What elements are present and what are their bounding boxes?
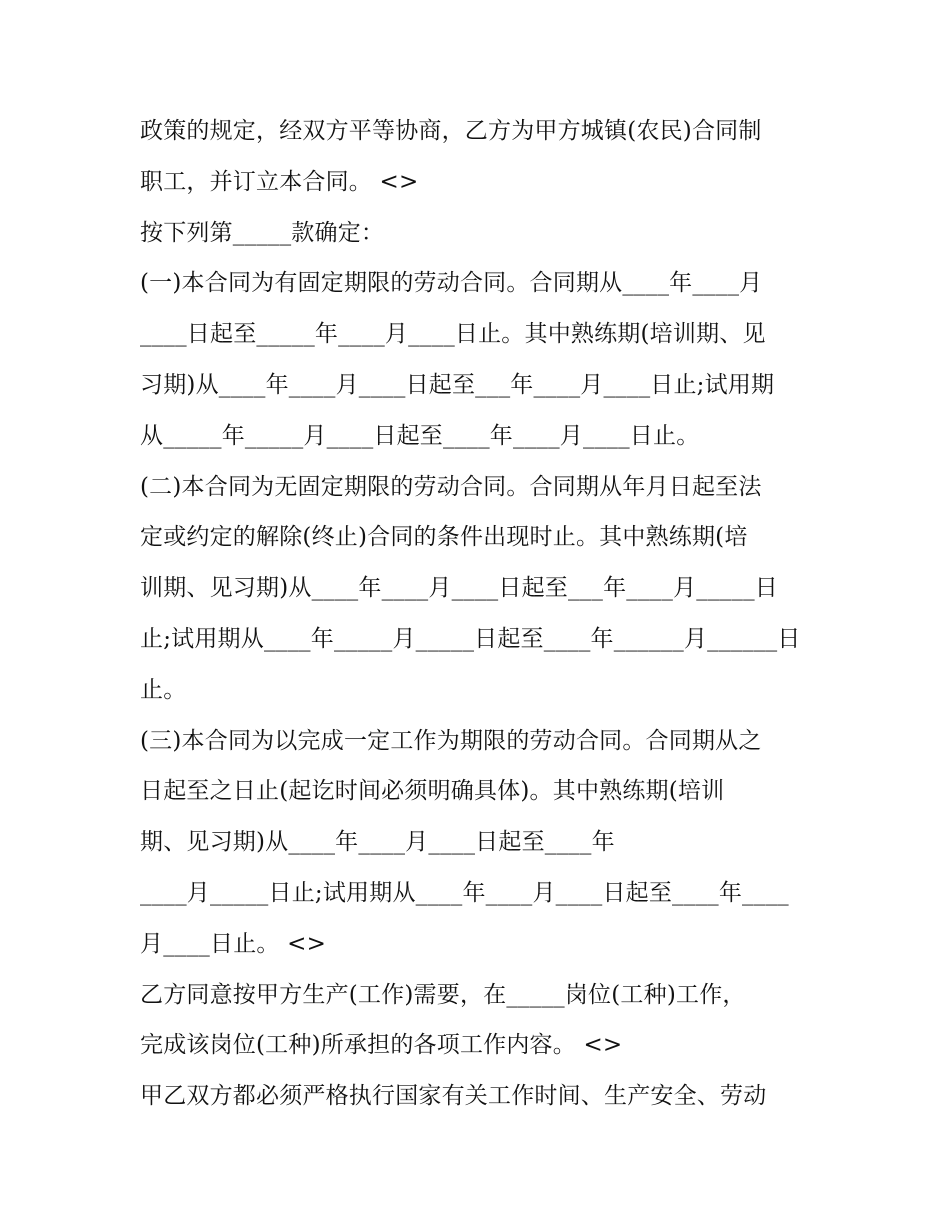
paragraph-line: 期、见习期)从____年____月____日起至____年	[140, 829, 615, 856]
paragraph-line: 定或约定的解除(终止)合同的条件出现时止。其中熟练期(培	[140, 524, 748, 551]
paragraph-line: 按下列第_____款确定：	[140, 219, 385, 246]
document-page	[140, 109, 830, 1125]
paragraph-line: 训期、见习期)从____年____月____日起至___年____月_____日	[140, 575, 778, 602]
paragraph-line: 月____日止。 <>	[140, 930, 327, 957]
paragraph-line: 止;试用期从____年_____月_____日起至____年______月______日	[140, 625, 801, 652]
paragraph-line: 甲乙双方都必须严格执行国家有关工作时间、生产安全、劳动	[140, 1083, 767, 1110]
paragraph-line: 完成该岗位(工种)所承担的各项工作内容。 <>	[140, 1032, 623, 1059]
paragraph-line: ____日起至_____年____月____日止。其中熟练期(培训期、见	[140, 321, 766, 348]
paragraph-line: 政策的规定，经双方平等协商，乙方为甲方城镇(农民)合同制	[140, 118, 762, 144]
paragraph-line: 日起至之日止(起讫时间必须明确具体)。其中熟练期(培训	[140, 778, 725, 805]
paragraph-line: 职工，并订立本合同。 <>	[140, 168, 419, 195]
paragraph-line: 从_____年_____月____日起至____年____月____日止。	[140, 422, 700, 449]
paragraph-line: 习期)从____年____月____日起至___年____月____日止;试用期	[140, 371, 775, 398]
paragraph-line: 乙方同意按甲方生产(工作)需要，在_____岗位(工种)工作，	[140, 981, 746, 1008]
paragraph-line: ____月_____日止;试用期从____年____月____日起至____年____	[140, 879, 789, 906]
paragraph-line: (一)本合同为有固定期限的劳动合同。合同期从____年____月	[140, 270, 763, 297]
paragraph-line: (三)本合同为以完成一定工作为期限的劳动合同。合同期从之	[140, 727, 762, 754]
paragraph-line: (二)本合同为无固定期限的劳动合同。合同期从年月日起至法	[140, 473, 762, 500]
paragraph-line: 止。	[140, 676, 187, 703]
